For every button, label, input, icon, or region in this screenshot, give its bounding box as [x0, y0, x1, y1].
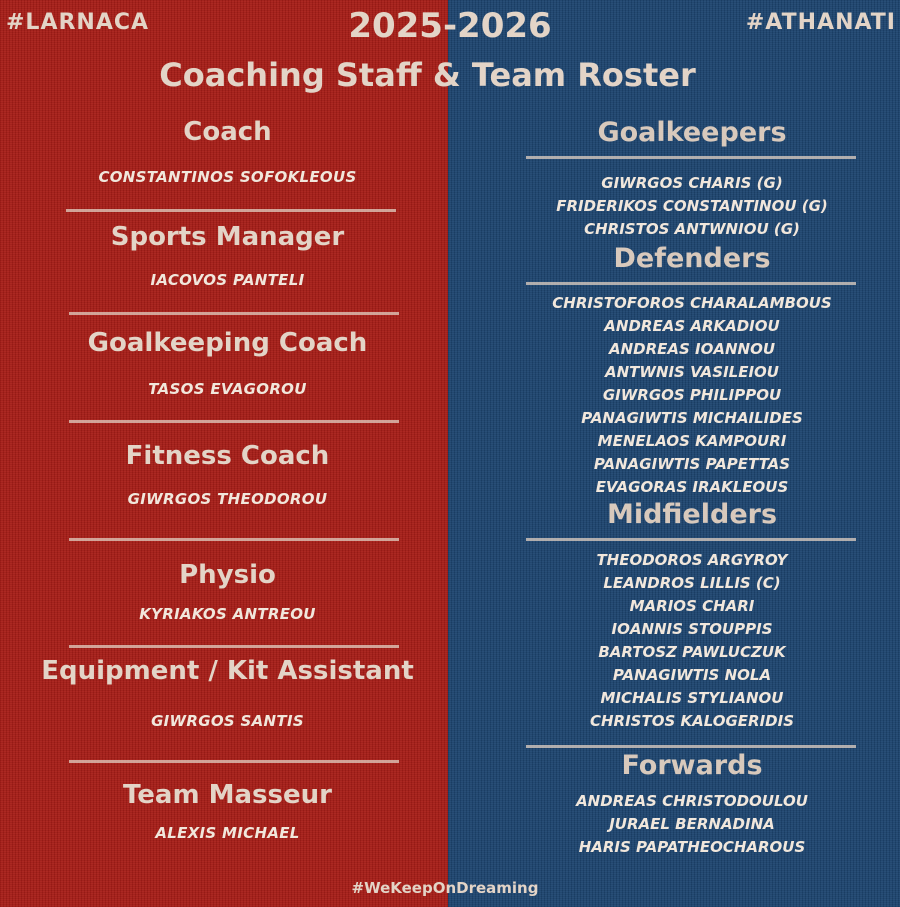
divider [69, 538, 399, 541]
position-heading: Midfielders [606, 499, 778, 530]
divider [69, 420, 399, 423]
player-name: GIWRGOS PHILIPPOU [602, 386, 782, 404]
divider [69, 312, 399, 315]
player-name: HARIS PAPATHEOCHAROUS [578, 838, 806, 856]
player-name: PANAGIWTIS MICHAILIDES [581, 409, 803, 427]
page-title: Coaching Staff & Team Roster [159, 56, 696, 94]
position-heading: Defenders [613, 243, 771, 274]
player-name: PANAGIWTIS PAPETTAS [593, 455, 791, 473]
player-name: LEANDROS LILLIS (C) [603, 574, 781, 592]
player-name: BARTOSZ PAWLUCZUK [598, 643, 786, 661]
staff-name: GIWRGOS SANTIS [151, 712, 304, 730]
player-name: EVAGORAS IRAKLEOUS [595, 478, 789, 496]
staff-role: Physio [179, 560, 276, 590]
staff-role: Coach [183, 117, 272, 147]
player-name: IOANNIS STOUPPIS [611, 620, 773, 638]
goalkeepers-list [508, 172, 876, 241]
player-name: CHRISTOS ANTWNIOU (G) [584, 220, 800, 238]
player-name: PANAGIWTIS NOLA [612, 666, 772, 684]
staff-role: Team Masseur [123, 780, 332, 810]
midfielders-list [508, 549, 876, 733]
footer-hashtag: #WeKeepOnDreaming [351, 879, 539, 897]
right-hashtag: #ATHANATI [745, 10, 896, 35]
player-name: ANDREAS CHRISTODOULOU [576, 792, 808, 810]
player-name: GIWRGOS CHARIS (G) [601, 174, 783, 192]
staff-name: CONSTANTINOS SOFOKLEOUS [98, 168, 357, 186]
player-name: CHRISTOS KALOGERIDIS [589, 712, 795, 730]
forwards-list [508, 790, 876, 859]
left-hashtag: #LARNACA [6, 10, 150, 35]
staff-name: GIWRGOS THEODOROU [127, 490, 328, 508]
player-name: MARIOS CHARI [629, 597, 755, 615]
player-name: ANDREAS IOANNOU [608, 340, 776, 358]
staff-role: Equipment / Kit Assistant [41, 656, 414, 686]
season-title: 2025-2026 [348, 6, 552, 46]
position-heading: Goalkeepers [597, 117, 787, 148]
staff-name: ALEXIS MICHAEL [155, 824, 300, 842]
staff-name: KYRIAKOS ANTREOU [139, 605, 316, 623]
divider [526, 282, 856, 285]
staff-role: Fitness Coach [125, 441, 330, 471]
divider [69, 760, 399, 763]
divider [526, 538, 856, 541]
staff-name: IACOVOS PANTELI [150, 271, 305, 289]
player-name: JURAEL BERNADINA [609, 815, 775, 833]
divider [526, 156, 856, 159]
player-name: ANTWNIS VASILEIOU [604, 363, 779, 381]
position-heading: Forwards [621, 750, 763, 781]
player-name: ANDREAS ARKADIOU [604, 317, 780, 335]
staff-name: TASOS EVAGOROU [148, 380, 307, 398]
divider [66, 209, 396, 212]
player-name: MENELAOS KAMPOURI [597, 432, 787, 450]
staff-role: Goalkeeping Coach [87, 328, 368, 358]
player-name: MICHALIS STYLIANOU [600, 689, 784, 707]
player-name: CHRISTOFOROS CHARALAMBOUS [552, 294, 832, 312]
staff-role: Sports Manager [110, 222, 345, 252]
divider [526, 745, 856, 748]
defenders-list [508, 292, 876, 499]
player-name: THEODOROS ARGYROY [596, 551, 788, 569]
divider [69, 645, 399, 648]
player-name: FRIDERIKOS CONSTANTINOU (G) [556, 197, 828, 215]
